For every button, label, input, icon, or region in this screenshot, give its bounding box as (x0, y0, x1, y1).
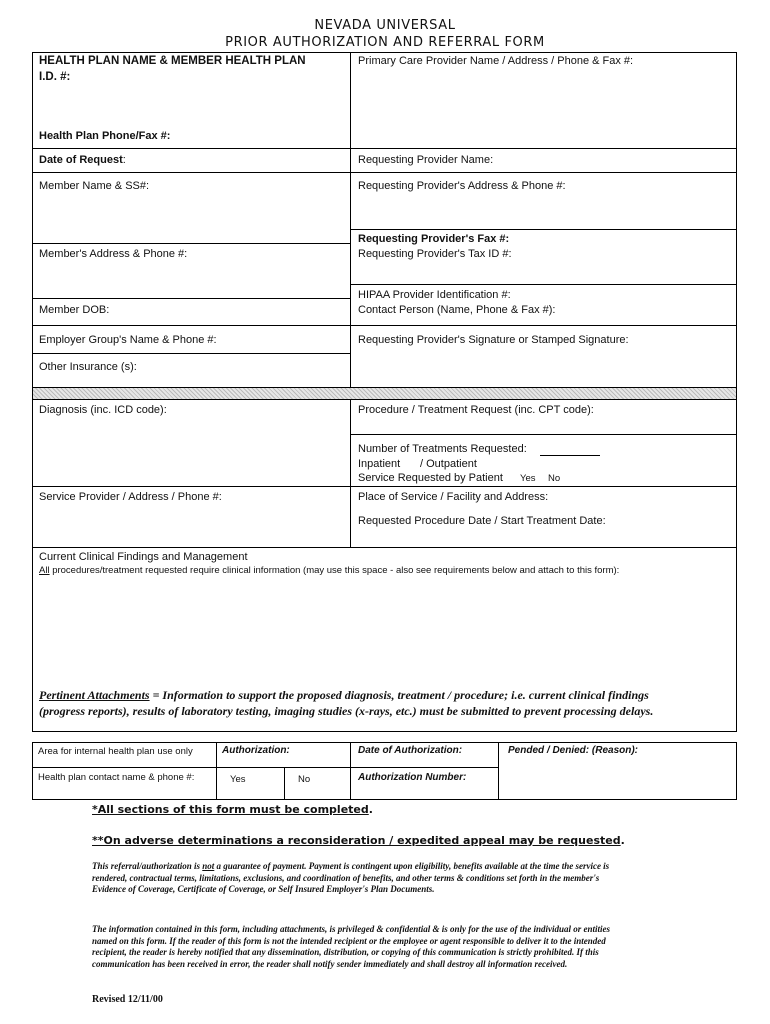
num-treatments-line[interactable] (540, 455, 600, 456)
internal-use-label: Area for internal health plan use only (38, 746, 193, 757)
pertinent-attachments-text2: (progress reports), results of laboratory testing, imaging studies (x-rays, etc.) must be submitted to prevent processing delays. (39, 704, 654, 718)
other-insurance-label: Other Insurance (s): (39, 361, 137, 373)
procedure-label: Procedure / Treatment Request (inc. CPT code): (358, 404, 594, 416)
contact-person-label: Contact Person (Name, Phone & Fax #): (358, 304, 556, 316)
member-name-field[interactable] (34, 195, 349, 241)
authorization-no[interactable]: No (298, 774, 311, 785)
clinical-findings-field[interactable] (34, 580, 735, 684)
signature-label: Requesting Provider's Signature or Stamped Signature: (358, 334, 629, 346)
authorization-label: Authorization: (222, 745, 290, 756)
payment-disclaimer: This referral/authorization is not a guarantee of payment. Payment is contingent upon eligibility, benefits available at the time the service is rendered, contractual terms, limitations, exclusions, and coordination of benefits, and other terms & conditions set forth in the member's Evidence of Coverage, Certificate of Coverage, or Self Insured Employer's Plan Documents. (92, 861, 610, 894)
service-by-patient-yes[interactable]: Yes (520, 473, 536, 484)
num-treatments-label: Number of Treatments Requested: (358, 443, 527, 455)
authorization-number-label: Authorization Number: (358, 772, 467, 783)
member-address-label: Member's Address & Phone #: (39, 248, 188, 260)
date-of-authorization-label: Date of Authorization: (358, 745, 463, 756)
revision-date: Revised 12/11/00 (92, 994, 163, 1005)
confidentiality-notice: The information contained in this form, including attachments, is privileged & confidential & is only for the use of the individual or entities named on this form. If the reader of this form is not the intended recipient or the employee or agent responsible to deliver it to the intended recipient, the reader is hereby notified that any dissemination, distribution, or copying of this communication is strictly prohibited. If this communication has been received in error, the reader shall notify sender immediately and shall destroy all information received. (92, 924, 611, 969)
place-of-service-label: Place of Service / Facility and Address: (358, 491, 549, 503)
requesting-provider-name-label: Requesting Provider Name: (358, 154, 494, 166)
health-plan-name-label: HEALTH PLAN NAME & MEMBER HEALTH PLAN (39, 55, 306, 67)
pertinent-attachments-text: Pertinent Attachments = Information to support the proposed diagnosis, treatment / procedure; i.e. current clinical findings (39, 688, 649, 702)
service-provider-field[interactable] (34, 505, 349, 545)
clinical-findings-heading: Current Clinical Findings and Management (39, 551, 248, 563)
service-by-patient-no[interactable]: No (548, 473, 561, 484)
health-plan-contact-label: Health plan contact name & phone #: (38, 772, 195, 783)
hipaa-id-label: HIPAA Provider Identification #: (358, 289, 511, 301)
adverse-determination-note: **On adverse determinations a reconsideration / expedited appeal may be requested. (92, 834, 625, 847)
member-name-label: Member Name & SS#: (39, 180, 150, 192)
requesting-provider-address-label: Requesting Provider's Address & Phone #: (358, 180, 566, 192)
diagnosis-label: Diagnosis (inc. ICD code): (39, 404, 167, 416)
procedure-date-label: Requested Procedure Date / Start Treatment Date: (358, 515, 606, 527)
diagnosis-field[interactable] (34, 418, 349, 484)
member-address-field[interactable] (34, 262, 349, 296)
clinical-findings-note: All procedures/treatment requested require clinical information (may use this space - also see requirements below and attach to this form): (39, 565, 620, 576)
date-of-request-label: Date of Request: (39, 154, 126, 166)
form-title-line2: PRIOR AUTHORIZATION AND REFERRAL FORM (225, 35, 545, 50)
form-title-line1: NEVADA UNIVERSAL (314, 18, 456, 33)
health-plan-id-field[interactable] (34, 88, 349, 126)
pcp-label: Primary Care Provider Name / Address / Phone & Fax #: (358, 55, 634, 67)
requesting-provider-tax-label: Requesting Provider's Tax ID #: (358, 248, 512, 260)
service-by-patient-label: Service Requested by Patient (358, 472, 503, 484)
signature-field[interactable] (352, 350, 735, 385)
requesting-provider-fax-label: Requesting Provider's Fax #: (358, 233, 510, 245)
inpatient-option[interactable]: Inpatient (358, 458, 401, 470)
authorization-yes[interactable]: Yes (230, 774, 246, 785)
pcp-field[interactable] (352, 70, 735, 146)
employer-group-label: Employer Group's Name & Phone #: (39, 334, 217, 346)
service-provider-label: Service Provider / Address / Phone #: (39, 491, 222, 503)
member-id-label: I.D. #: (39, 71, 71, 83)
member-dob-label: Member DOB: (39, 304, 110, 316)
shaded-separator (33, 388, 736, 399)
procedure-field[interactable] (352, 418, 735, 433)
outpatient-option[interactable]: / Outpatient (420, 458, 477, 470)
all-sections-note: *All sections of this form must be completed. (92, 803, 373, 816)
health-plan-phone-label: Health Plan Phone/Fax #: (39, 130, 171, 142)
pended-denied-label: Pended / Denied: (Reason): (508, 745, 639, 756)
